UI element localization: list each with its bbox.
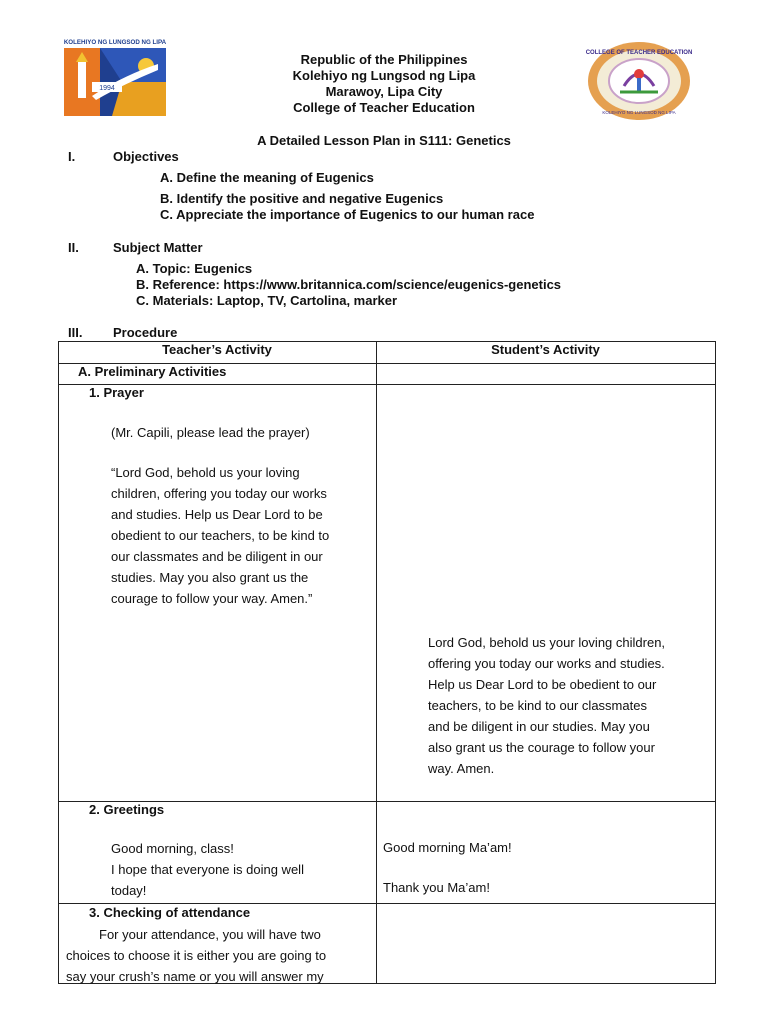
prayer-heading: 1. Prayer	[89, 385, 144, 400]
section-numeral-subject-matter: II.	[68, 240, 79, 255]
preliminary-activities-heading: A. Preliminary Activities	[78, 364, 227, 379]
objective-item: C. Appreciate the importance of Eugenics to our human race	[160, 207, 535, 222]
section-heading-subject-matter: Subject Matter	[113, 240, 203, 255]
prayer-student-text: Lord God, behold us your loving children, offering you today our works and studies. Help us Dear Lord to be obedient to our teachers, to be kind to our classmates and be diligent in our studies. May you also grant us the courage to follow your way. Amen.	[428, 635, 666, 776]
header-address: Marawoy, Lipa City	[325, 84, 443, 99]
svg-text:KOLEHIYO NG LUNGSOD NG LIPA: KOLEHIYO NG LUNGSOD NG LIPA	[602, 110, 676, 115]
svg-text:1994: 1994	[99, 85, 115, 92]
section-numeral-procedure: III.	[68, 325, 83, 340]
attendance-teacher-text: For your attendance, you will have two choices to choose it is either you are going to say your crush’s name or you will answer my	[66, 927, 327, 984]
attendance-heading: 3. Checking of attendance	[89, 905, 251, 920]
subject-item-materials: C. Materials: Laptop, TV, Cartolina, marker	[136, 293, 398, 308]
section-numeral-objectives: I.	[68, 149, 76, 164]
objective-item: A. Define the meaning of Eugenics	[160, 170, 374, 185]
greetings-student-reply: Good morning Ma’am!	[383, 840, 512, 855]
header-department: College of Teacher Education	[293, 100, 475, 115]
prayer-teacher-text: “Lord God, behold us your loving children, offering you today our works and studies. Help us Dear Lord to be obedient to our teachers, to be kind to our classmates and be diligent in our studies. May you also grant us the courage to follow your way. Amen.”	[111, 465, 330, 606]
lesson-plan-title: A Detailed Lesson Plan in S111: Genetics	[257, 133, 511, 148]
header-republic: Republic of the Philippines	[300, 52, 468, 67]
objective-item: B. Identify the positive and negative Eugenics	[160, 191, 444, 206]
greetings-heading: 2. Greetings	[89, 802, 165, 817]
cte-seal	[586, 40, 692, 122]
prayer-instruction: (Mr. Capili, please lead the prayer)	[111, 425, 310, 440]
greetings-teacher-text: Good morning, class! I hope that everyone is doing well today!	[111, 841, 304, 898]
section-heading-objectives: Objectives	[113, 149, 179, 164]
column-header-student: Student’s Activity	[491, 342, 600, 357]
column-header-teacher: Teacher’s Activity	[162, 342, 272, 357]
subject-item-reference: B. Reference: https://www.britannica.com/science/eugenics-genetics	[136, 277, 562, 292]
subject-item-topic: A. Topic: Eugenics	[136, 261, 253, 276]
greetings-student-thanks: Thank you Ma’am!	[383, 880, 490, 895]
header-college-name: Kolehiyo ng Lungsod ng Lipa	[292, 68, 476, 83]
svg-text:KOLEHIYO NG LUNGSOD NG LIPA: KOLEHIYO NG LUNGSOD NG LIPA	[63, 39, 167, 46]
section-heading-procedure: Procedure	[113, 325, 178, 340]
svg-text:COLLEGE OF TEACHER EDUCATION: COLLEGE OF TEACHER EDUCATION	[586, 50, 692, 56]
